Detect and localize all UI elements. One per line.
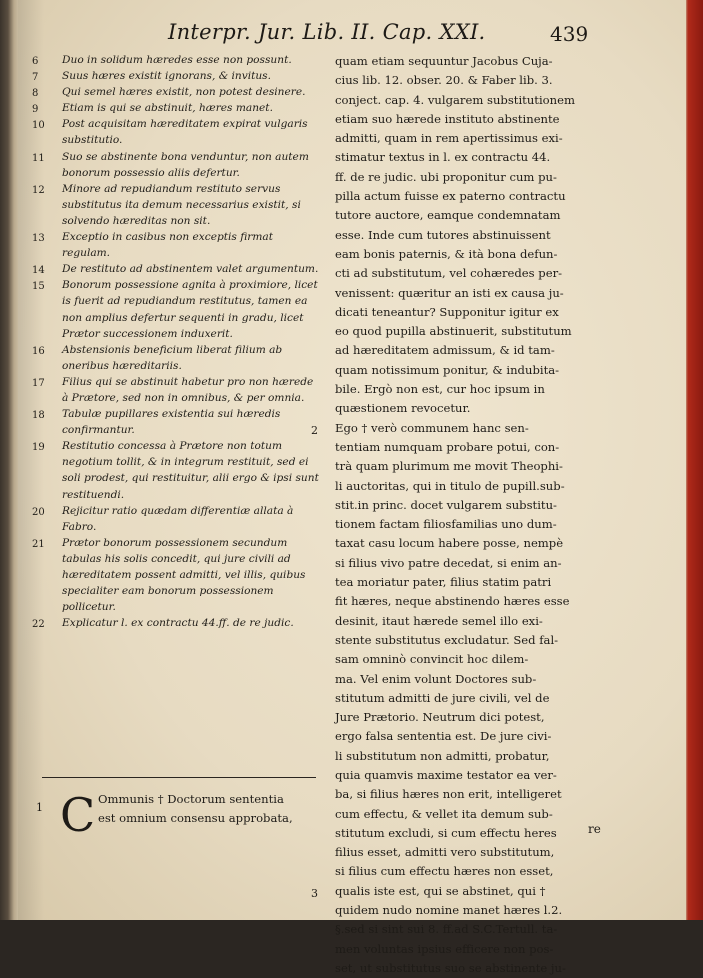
text-line: men voluntas ipsius efficere non pos-: [335, 941, 554, 956]
text-line: esse. Inde cum tutores abstinuissent: [335, 227, 551, 242]
summary-item: [32, 68, 322, 84]
summary-text: Duo in solidum hæredes esse non possunt.: [62, 54, 292, 66]
summary-item: [32, 438, 322, 502]
text-line: conject. cap. 4. vulgarem substitutionem: [335, 92, 575, 107]
text-line: fit hæres, neque abstinendo hæres esse: [335, 594, 570, 609]
paragraph-1: [335, 52, 617, 419]
text-line: cum effectu, & vellet ita demum sub-: [335, 806, 553, 821]
summary-text: Minore ad repudiandum restituto servus substitutus ita demum necessarius existit, si solvendo hæreditas non sit.: [62, 182, 301, 227]
summary-number: 6: [32, 56, 39, 67]
summary-number: 11: [32, 152, 45, 164]
summary-item: [32, 615, 322, 631]
text-line: si filius vivo patre decedat, si enim an-: [335, 555, 562, 570]
summary-item: [32, 503, 322, 535]
footnote-line: est omnium consensu approbata,: [98, 811, 293, 825]
text-line: ff. de re judic. ubi proponitur cum pu-: [335, 169, 557, 184]
summary-text: Explicatur l. ex contractu 44.ff. de re judic.: [62, 617, 294, 630]
summary-number: 7: [32, 72, 39, 84]
summary-number: 13: [32, 233, 45, 245]
summary-item: [32, 149, 322, 181]
text-line: li auctoritas, qui in titulo de pupill.sub-: [335, 478, 565, 493]
footnote-number: 1: [36, 801, 43, 814]
summary-item: [32, 342, 322, 374]
summary-item: [32, 84, 322, 100]
text-line: ad hæreditatem admissum, & id tam-: [335, 343, 555, 358]
paragraph-2: [311, 419, 617, 882]
summary-number: 8: [32, 88, 39, 100]
text-line: ba, si filius hæres non erit, intelligeret: [335, 787, 562, 802]
text-line: set, ut substitutus suo se abstinente ju-: [335, 960, 566, 975]
text-line: ma. Vel enim volunt Doctores sub-: [335, 671, 537, 686]
text-line: etiam suo hærede instituto abstinente: [335, 111, 560, 126]
text-line: venissent: quæritur an isti ex causa ju-: [335, 285, 564, 300]
summary-number: 12: [32, 184, 45, 196]
text-line: eam bonis paternis, & ità bona defun-: [335, 246, 558, 261]
text-line: §.sed si sint sui 8. ff.ad S.C.Tertull. ta-: [335, 922, 558, 937]
summary-number: 19: [32, 442, 45, 454]
marginal-number: 2: [311, 423, 318, 437]
catchword: re: [588, 822, 601, 836]
summary-number: 14: [32, 265, 45, 277]
text-line: pilla actum fuisse ex paterno contractu: [335, 189, 566, 204]
text-line: bile. Ergò non est, cur hoc ipsum in: [335, 382, 545, 397]
text-line: quam notissimum ponitur, & indubita-: [335, 362, 560, 377]
page-header: [18, 12, 686, 52]
text-line: tionem factam filiosfamilias uno dum-: [335, 517, 557, 532]
summary-item: [32, 52, 322, 68]
text-line: sam omninò convincit hoc dilem-: [335, 652, 529, 667]
text-line: stitutum excludi, si cum effectu heres: [335, 825, 557, 840]
summary-text: Exceptio in casibus non exceptis firmat regulam.: [62, 231, 273, 260]
text-line: stit.in princ. docet vulgarem substitu-: [335, 497, 557, 512]
text-line: taxat casu locum habere posse, nempè: [335, 536, 564, 551]
summary-text: Suo se abstinente bona venduntur, non autem bonorum possessio aliis defertur.: [62, 150, 309, 179]
summary-list: [32, 52, 322, 631]
summary-number: 22: [32, 619, 45, 631]
summary-text: Rejicitur ratio quædam differentiæ allata à Fabro.: [62, 504, 294, 533]
text-line: li substitutum non admitti, probatur,: [335, 748, 550, 763]
text-line: si filius cum effectu hæres non esset,: [335, 864, 554, 879]
summary-text: Qui semel hæres existit, non potest desinere.: [62, 86, 306, 99]
summary-item: [32, 406, 322, 438]
footnote-text: [98, 790, 328, 828]
paragraph-3: [311, 882, 617, 978]
summary-text: Restitutio concessa à Prætore non totum negotium tollit, & in integrum restituit, sed ei soli prodest, qui restituitur, alii ergo & ipsi sunt restituendi.: [62, 440, 319, 501]
text-line: admitti, quam in rem apertissimus exi-: [335, 131, 563, 146]
text-line: quam etiam sequuntur Jacobus Cuja-: [335, 54, 553, 68]
summary-number: 21: [32, 538, 45, 550]
text-line: ergo falsa sententia est. De jure civi-: [335, 729, 552, 744]
text-line: eo quod pupilla abstinuerit, substitutum: [335, 324, 572, 339]
summary-number: 9: [32, 104, 39, 116]
summary-text: Tabulæ pupillares existentia sui hæredis confirmantur.: [62, 408, 281, 437]
summary-item: [32, 116, 322, 148]
text-line: trà quam plurimum me movit Theophi-: [335, 459, 563, 474]
text-line: Jure Prætorio. Neutrum dici potest,: [335, 710, 545, 725]
summary-text: Filius qui se abstinuit habetur pro non hærede à Prætore, sed non in omnibus, & per omnia.: [62, 375, 314, 404]
text-line: tentiam numquam probare potui, con-: [335, 439, 560, 454]
marginal-number: 3: [311, 886, 318, 900]
text-line: desinit, itaut hærede semel illo exi-: [335, 613, 543, 628]
summary-text: Prætor bonorum possessionem secundum tabulas his solis concedit, qui jure civili ad hæreditatem possent admitti, vel illis, quibus specialiter eam bonorum possessionem pollicetur.: [62, 536, 306, 614]
summary-item: [32, 277, 322, 341]
summary-text: Bonorum possessione agnita à proximiore, licet is fuerit ad repudiandum restitutus, tamen ea non amplius defertur sequenti in gradu, licet Prætor successionem induxerit.: [62, 279, 318, 340]
running-head: Interpr. Jur. Lib. II. Cap. XXI.: [168, 20, 486, 44]
summary-number: 15: [32, 281, 45, 293]
page-number: 439: [550, 22, 589, 46]
footnote-line: Ommunis † Doctorum sententia: [98, 792, 284, 806]
summary-number: 10: [32, 120, 45, 132]
text-line: qualis iste est, qui se abstinet, qui †: [335, 883, 546, 898]
summary-item: [32, 100, 322, 116]
summary-item: [32, 374, 322, 406]
summary-item: [32, 181, 322, 229]
summary-item: [32, 229, 322, 261]
summary-item: [32, 261, 322, 277]
text-line: dicati teneantur? Supponitur igitur ex: [335, 304, 559, 319]
summary-item: [32, 535, 322, 615]
summary-number: 20: [32, 506, 45, 518]
text-line: quæstionem revocetur.: [335, 401, 471, 416]
text-line: stente substitutus excludatur. Sed fal-: [335, 632, 559, 647]
summary-number: 18: [32, 410, 45, 422]
summary-text: De restituto ad abstinentem valet argumentum.: [62, 263, 319, 276]
drop-cap: C: [60, 788, 96, 842]
text-line: Ego † verò communem hanc sen-: [335, 420, 529, 435]
summary-number: 16: [32, 345, 45, 357]
text-line: cti ad substitutum, vel cohæredes per-: [335, 266, 563, 281]
text-line: quidem nudo nomine manet hæres l.2.: [335, 903, 563, 918]
summary-text: Suus hæres existit ignorans, & invitus.: [62, 70, 271, 83]
text-line: tutore auctore, eamque condemnatam: [335, 208, 561, 223]
text-line: cius lib. 12. obser. 20. & Faber lib. 3.: [335, 73, 553, 88]
summary-text: Abstensionis beneficium liberat filium ab oneribus hæreditariis.: [62, 343, 283, 372]
summary-number: 17: [32, 377, 45, 389]
book-page: [18, 0, 686, 975]
main-text-column: [311, 52, 617, 978]
text-line: stimatur textus in l. ex contractu 44.: [335, 150, 551, 165]
text-line: quia quamvis maxime testator ea ver-: [335, 767, 557, 782]
summary-text: Etiam is qui se abstinuit, hæres manet.: [62, 102, 273, 115]
text-line: stitutum admitti de jure civili, vel de: [335, 690, 550, 705]
footnote-divider: [42, 777, 316, 778]
summary-text: Post acquisitam hæreditatem expirat vulgaris substitutio.: [62, 118, 308, 147]
text-line: filius esset, admitti vero substitutum,: [335, 845, 555, 860]
text-line: tea moriatur pater, filius statim patri: [335, 575, 552, 590]
